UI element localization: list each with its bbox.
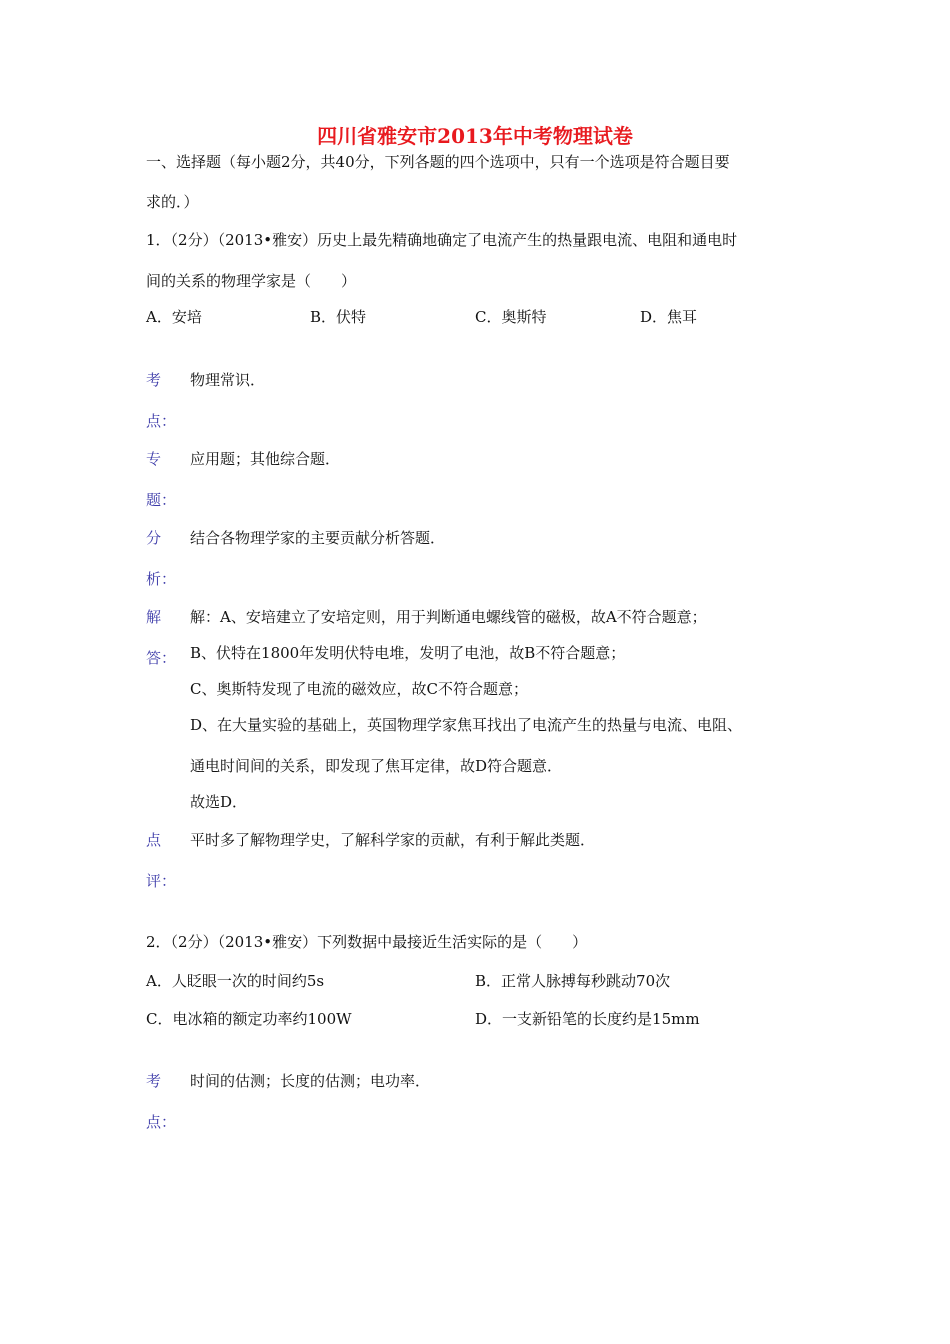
page-title: 四川省雅安市2013年中考物理试卷 [317, 124, 633, 148]
q1-jieda-line: B、伏特在1800年发明伏特电堆，发明了电池，故B不符合题意； [190, 644, 626, 662]
q1-dianping-label-2: 评： [146, 872, 177, 890]
q1-fenxi-text: 结合各物理学家的主要贡献分析答题． [190, 529, 446, 547]
q1-stem-line2: 间的关系的物理学家是（ ） [146, 272, 357, 290]
q1-jieda-line: 通电时间间的关系，即发现了焦耳定律，故D符合题意． [190, 757, 563, 775]
q1-jieda-line: 故选D． [190, 793, 248, 811]
q1-jieda-line: C、奥斯特发现了电流的磁效应，故C不符合题意； [190, 680, 528, 698]
section-heading-line2: 求的．） [146, 193, 199, 211]
q1-option-d: D．焦耳 [640, 308, 698, 326]
q1-jieda-label-1: 解 [146, 608, 162, 626]
q1-jieda-line: D、在大量实验的基础上，英国物理学家焦耳找出了电流产生的热量与电流、电阻、 [190, 716, 743, 734]
section-heading-line1: 一、选择题（每小题2分，共40分，下列各题的四个选项中，只有一个选项是符合题目要 [146, 153, 730, 171]
q1-fenxi-label-1: 分 [146, 529, 162, 547]
q1-option-a: A．安培 [146, 308, 202, 326]
q1-kaodian-label-2: 点： [146, 412, 177, 430]
q2-kaodian-text: 时间的估测；长度的估测；电功率． [190, 1072, 431, 1090]
q1-option-b: B．伏特 [310, 308, 367, 326]
q1-dianping-text: 平时多了解物理学史，了解科学家的贡献，有利于解此类题． [190, 831, 596, 849]
q1-zhuanti-label-2: 题： [146, 491, 177, 509]
q2-option-d: D．一支新铅笔的长度约是15mm [475, 1010, 700, 1028]
q1-jieda-label-2: 答： [146, 649, 177, 667]
q2-stem: 2．（2分）（2013•雅安）下列数据中最接近生活实际的是（ ） [146, 933, 588, 951]
q1-zhuanti-text: 应用题；其他综合题． [190, 450, 341, 468]
q2-kaodian-label-2: 点： [146, 1113, 177, 1131]
q1-zhuanti-label-1: 专 [146, 450, 162, 468]
q1-jieda-line: 解：A、安培建立了安培定则，用于判断通电螺线管的磁极，故A不符合题意； [190, 608, 707, 626]
q1-fenxi-label-2: 析： [146, 570, 177, 588]
q2-option-c: C．电冰箱的额定功率约100W [146, 1010, 352, 1028]
q1-kaodian-label-1: 考 [146, 371, 162, 389]
q2-kaodian-label-1: 考 [146, 1072, 162, 1090]
q1-dianping-label-1: 点 [146, 831, 162, 849]
q1-stem-line1: 1．（2分）（2013•雅安）历史上最先精确地确定了电流产生的热量跟电流、电阻和通电时 [146, 231, 738, 249]
q1-option-c: C．奥斯特 [475, 308, 547, 326]
q1-kaodian-text: 物理常识． [190, 371, 266, 389]
q2-option-a: A．人眨眼一次的时间约5s [146, 972, 325, 990]
q2-option-b: B．正常人脉搏每秒跳动70次 [475, 972, 671, 990]
